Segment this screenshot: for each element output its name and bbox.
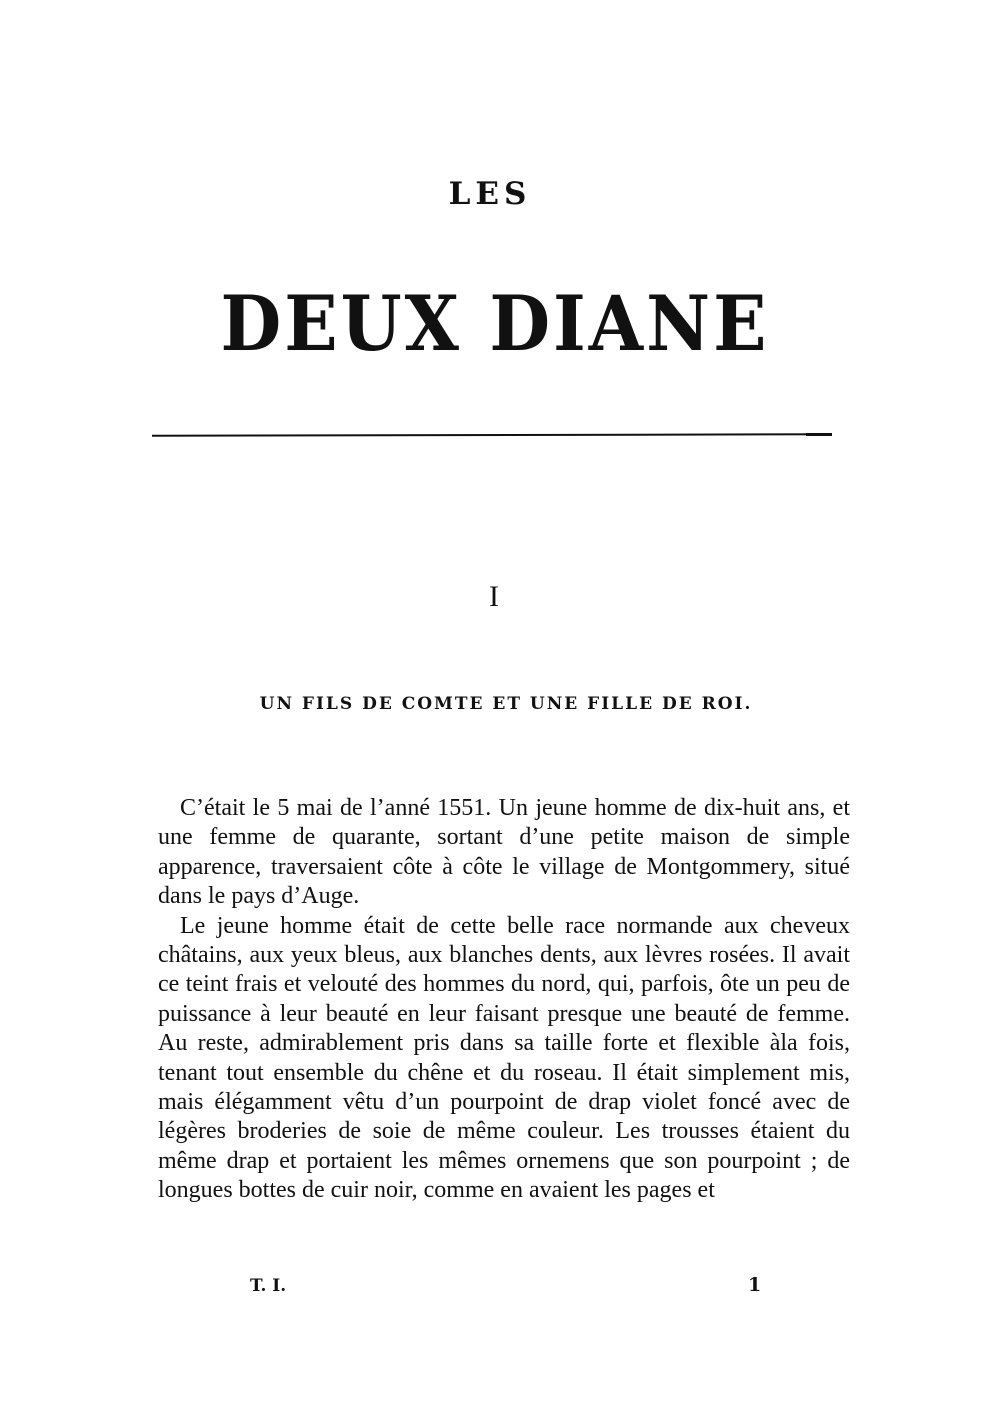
book-title: DEUX DIANE — [220, 278, 770, 369]
body-text — [158, 794, 850, 1206]
chapter-number: I — [489, 580, 499, 613]
title-rule — [152, 433, 832, 436]
title-rule-tail — [806, 433, 832, 436]
paragraph-1: C’était le 5 mai de l’anné 1551. Un jeune homme de dix-huit ans, et une femme de quarante, sortant d’une petite maison de simple apparence, traversaient côte à côte le village de Montgommery, situé dans le pays d’Auge. — [158, 795, 850, 910]
paragraph-2: Le jeune homme était de cette belle race normande aux cheveux châtains, aux yeux bleus, aux blanches dents, aux lèvres rosées. Il avait ce teint frais et velouté des hommes du nord, qui, parfois, ôte un peu de puissance à leur beauté en leur faisant presque une beauté de femme. Au reste, admirablement pris dans sa taille forte et flexible àla fois, tenant tout ensemble du chêne et du roseau. Il était simplement mis, mais élégamment vêtu d’un pourpoint de drap violet foncé avec de légères broderies de soie de même couleur. Les trousses étaient du même drap et portaient les mêmes ornemens que son pourpoint ; de longues bottes de cuir noir, comme en avaient les pages et — [158, 912, 850, 1204]
pre-title: LES — [448, 176, 532, 212]
volume-signature: T. I. — [250, 1276, 287, 1296]
page-number: 1 — [748, 1274, 762, 1296]
chapter-title: UN FILS DE COMTE ET UNE FILLE DE ROI. — [259, 694, 753, 714]
